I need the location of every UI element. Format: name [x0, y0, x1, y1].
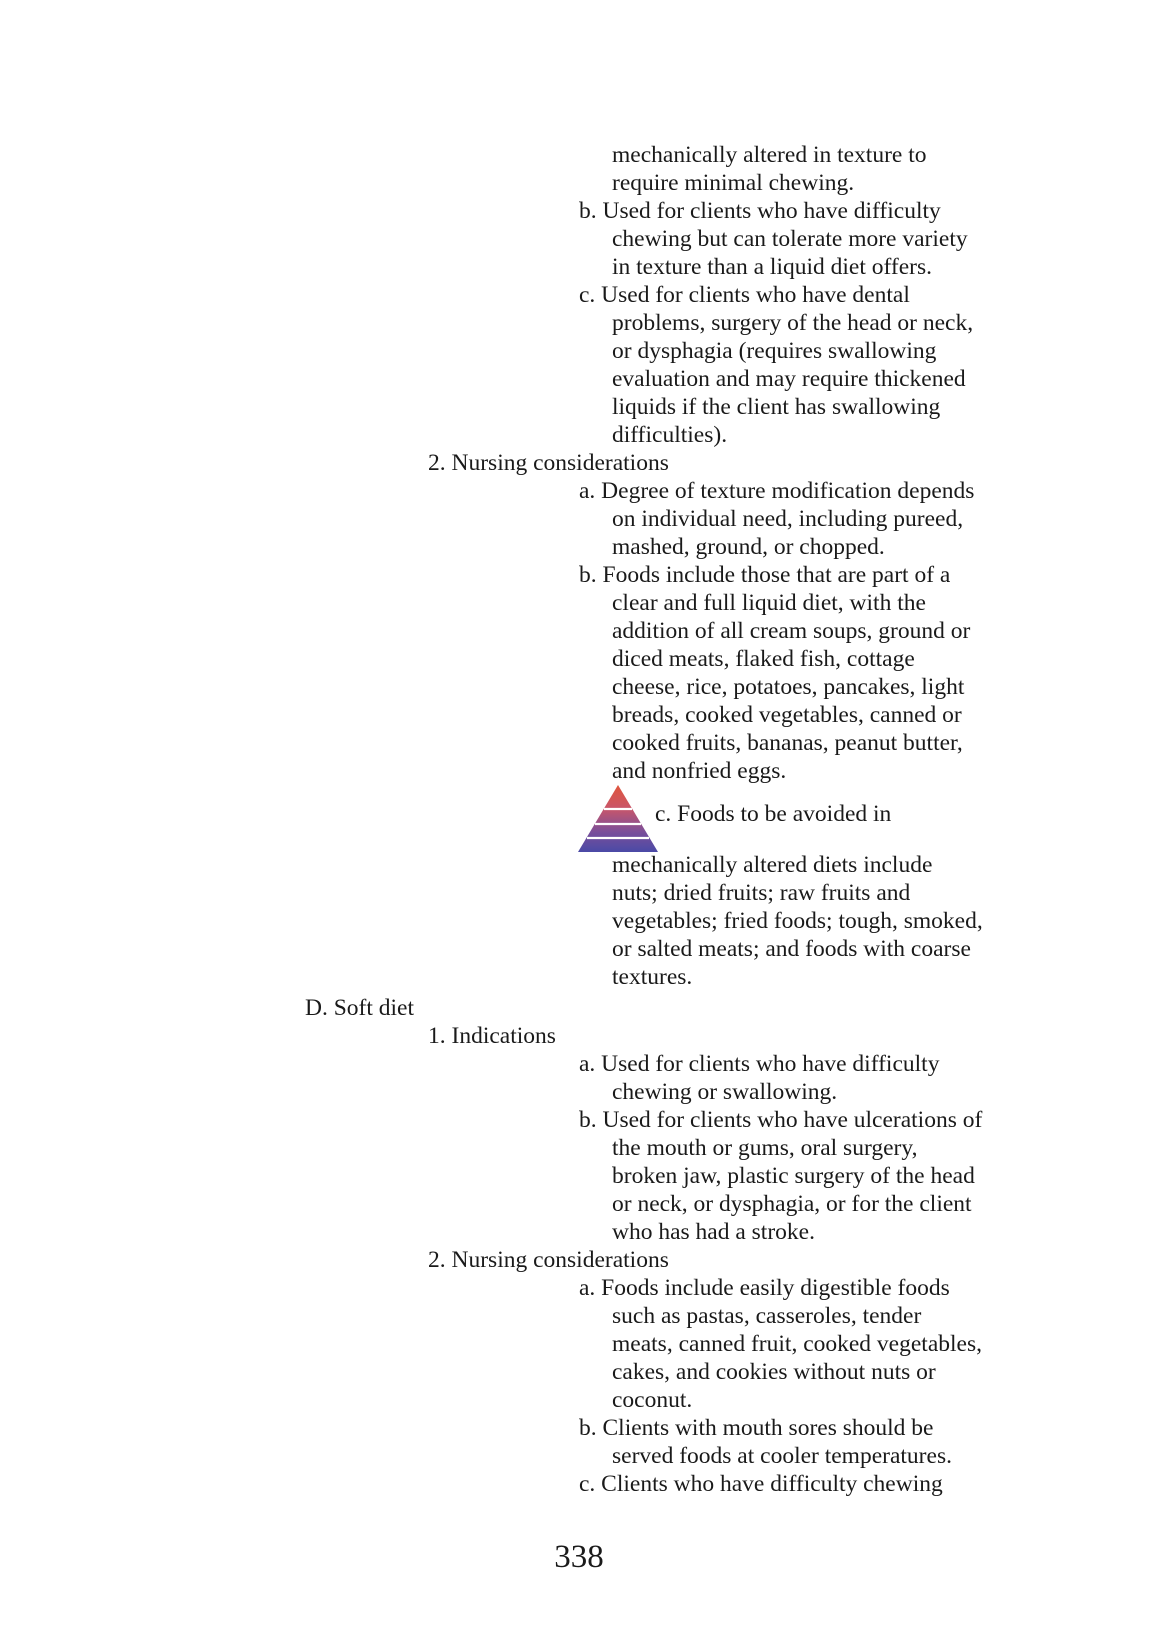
text-line: difficulties).: [612, 422, 728, 448]
text-line: 2. Nursing considerations: [428, 1247, 669, 1273]
text-line: nuts; dried fruits; raw fruits and: [612, 880, 911, 906]
text-line: 2. Nursing considerations: [428, 450, 669, 476]
text-line: mashed, ground, or chopped.: [612, 534, 885, 560]
text-line: broken jaw, plastic surgery of the head: [612, 1163, 975, 1189]
text-line: or dysphagia (requires swallowing: [612, 338, 937, 364]
text-line: the mouth or gums, oral surgery,: [612, 1135, 918, 1161]
text-line: b. Foods include those that are part of a: [579, 562, 951, 588]
text-line: diced meats, flaked fish, cottage: [612, 646, 915, 672]
text-line: textures.: [612, 964, 693, 990]
text-line: such as pastas, casseroles, tender: [612, 1303, 922, 1329]
text-line: clear and full liquid diet, with the: [612, 590, 926, 616]
text-line: b. Used for clients who have difficulty: [579, 198, 941, 224]
text-line: cakes, and cookies without nuts or: [612, 1359, 936, 1385]
text-line: coconut.: [612, 1387, 693, 1413]
text-line: b. Used for clients who have ulcerations of: [579, 1107, 983, 1133]
text-line: or salted meats; and foods with coarse: [612, 936, 971, 962]
text-line: on individual need, including pureed,: [612, 506, 964, 532]
text-line: who has had a stroke.: [612, 1219, 815, 1245]
text-line: b. Clients with mouth sores should be: [579, 1415, 934, 1441]
text-line: mechanically altered in texture to: [612, 142, 927, 168]
text-line: or neck, or dysphagia, or for the client: [612, 1191, 972, 1217]
text-line: meats, canned fruit, cooked vegetables,: [612, 1331, 982, 1357]
text-line: in texture than a liquid diet offers.: [612, 254, 932, 280]
text-line: c. Clients who have difficulty chewing: [579, 1471, 943, 1497]
text-line: mechanically altered diets include: [612, 852, 933, 878]
text-line: breads, cooked vegetables, canned or: [612, 702, 962, 728]
food-pyramid-icon: [578, 785, 658, 852]
text-line: cooked fruits, bananas, peanut butter,: [612, 730, 963, 756]
text-line: and nonfried eggs.: [612, 758, 787, 784]
text-line: evaluation and may require thickened: [612, 366, 966, 392]
text-line: vegetables; fried foods; tough, smoked,: [612, 908, 983, 934]
text-line: a. Degree of texture modification depends: [579, 478, 975, 504]
text-line: c. Foods to be avoided in: [655, 801, 892, 827]
text-line: served foods at cooler temperatures.: [612, 1443, 952, 1469]
text-line: D. Soft diet: [305, 995, 415, 1021]
page-number: 338: [554, 1539, 604, 1575]
text-line: c. Used for clients who have dental: [579, 282, 910, 308]
text-line: a. Foods include easily digestible foods: [579, 1275, 950, 1301]
text-line: chewing or swallowing.: [612, 1079, 838, 1105]
text-line: require minimal chewing.: [612, 170, 855, 196]
text-line: a. Used for clients who have difficulty: [579, 1051, 940, 1077]
text-line: liquids if the client has swallowing: [612, 394, 941, 420]
text-line: cheese, rice, potatoes, pancakes, light: [612, 674, 965, 700]
text-line: addition of all cream soups, ground or: [612, 618, 971, 644]
text-line: chewing but can tolerate more variety: [612, 226, 968, 252]
text-line: 1. Indications: [428, 1023, 556, 1049]
text-line: problems, surgery of the head or neck,: [612, 310, 974, 336]
